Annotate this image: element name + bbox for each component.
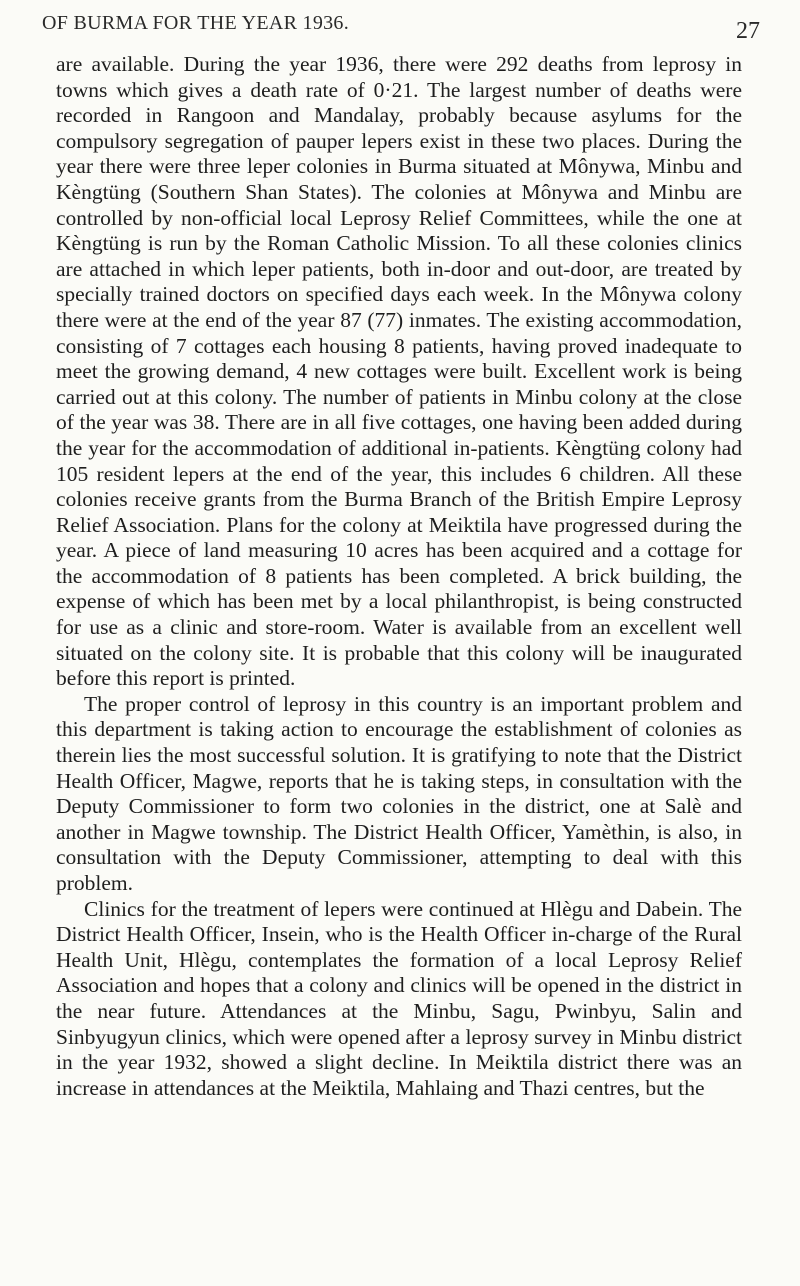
paragraph: are available. During the year 1936, there were 292 deaths from leprosy in towns which gives a death rate of 0·21. The largest number of deaths were recorded in Rangoon and Mandalay, probably because asylums for the compulsory segregation of pauper lepers exist in these two places. During the year there were three leper colonies in Burma situated at Mônywa, Minbu and Kèngtüng (Southern Shan States). The colonies at Mônywa and Minbu are controlled by non-official local Leprosy Relief Committees, while the one at Kèngtüng is run by the Roman Catholic Mission. To all these colonies clinics are attached in which leper patients, both in-door and out-door, are treated by specially trained doctors on specified days each week. In the Mônywa colony there were at the end of the year 87 (77) inmates. The existing accommodation, consisting of 7 cottages each housing 8 patients, having proved inadequate to meet the growing demand, 4 new cottages were built. Excellent work is being carried out at this colony. The number of patients in Minbu colony at the close of the year was 38. There are in all five cottages, one having been added during the year for the accommodation of additional in-patients. Kèngtüng colony had 105 resident lepers at the end of the year, this includes 6 children. All these colonies receive grants from the Burma Branch of the British Empire Leprosy Relief Association. Plans for the colony at Meiktila have progressed during the year. A piece of land measuring 10 acres has been acquired and a cottage for the accommodation of 8 patients has been completed. A brick building, the expense of which has been met by a local philanthropist, is being constructed for use as a clinic and store-room. Water is available from an excellent well situated on the colony site. It is probable that this colony will be inaugurated before this report is printed. — [56, 52, 742, 691]
body-text — [56, 52, 742, 1101]
page-number: 27 — [736, 18, 760, 44]
running-title: OF BURMA FOR THE YEAR 1936. — [42, 12, 350, 34]
paragraph: The proper control of leprosy in this country is an important problem and this department is taking action to encourage the establishment of colonies as therein lies the most successful solution. It is gratifying to note that the District Health Officer, Magwe, reports that he is taking steps, in consultation with the Deputy Commissioner to form two colonies in the district, one at Salè and another in Magwe township. The District Health Officer, Yamèthin, is also, in consultation with the Deputy Commissioner, attempting to deal with this problem. — [56, 691, 742, 895]
paragraph: Clinics for the treatment of lepers were continued at Hlègu and Dabein. The District Health Officer, Insein, who is the Health Officer in-charge of the Rural Health Unit, Hlègu, contemplates the formation of a local Leprosy Relief Association and hopes that a colony and clinics will be opened in the district in the near future. Attendances at the Minbu, Sagu, Pwinbyu, Salin and Sinbyugyun clinics, which were opened after a leprosy survey in Minbu district in the year 1932, showed a slight decline. In Meiktila district there was an increase in attendances at the Meiktila, Mahlaing and Thazi centres, but the — [56, 896, 742, 1100]
running-header — [42, 12, 760, 42]
